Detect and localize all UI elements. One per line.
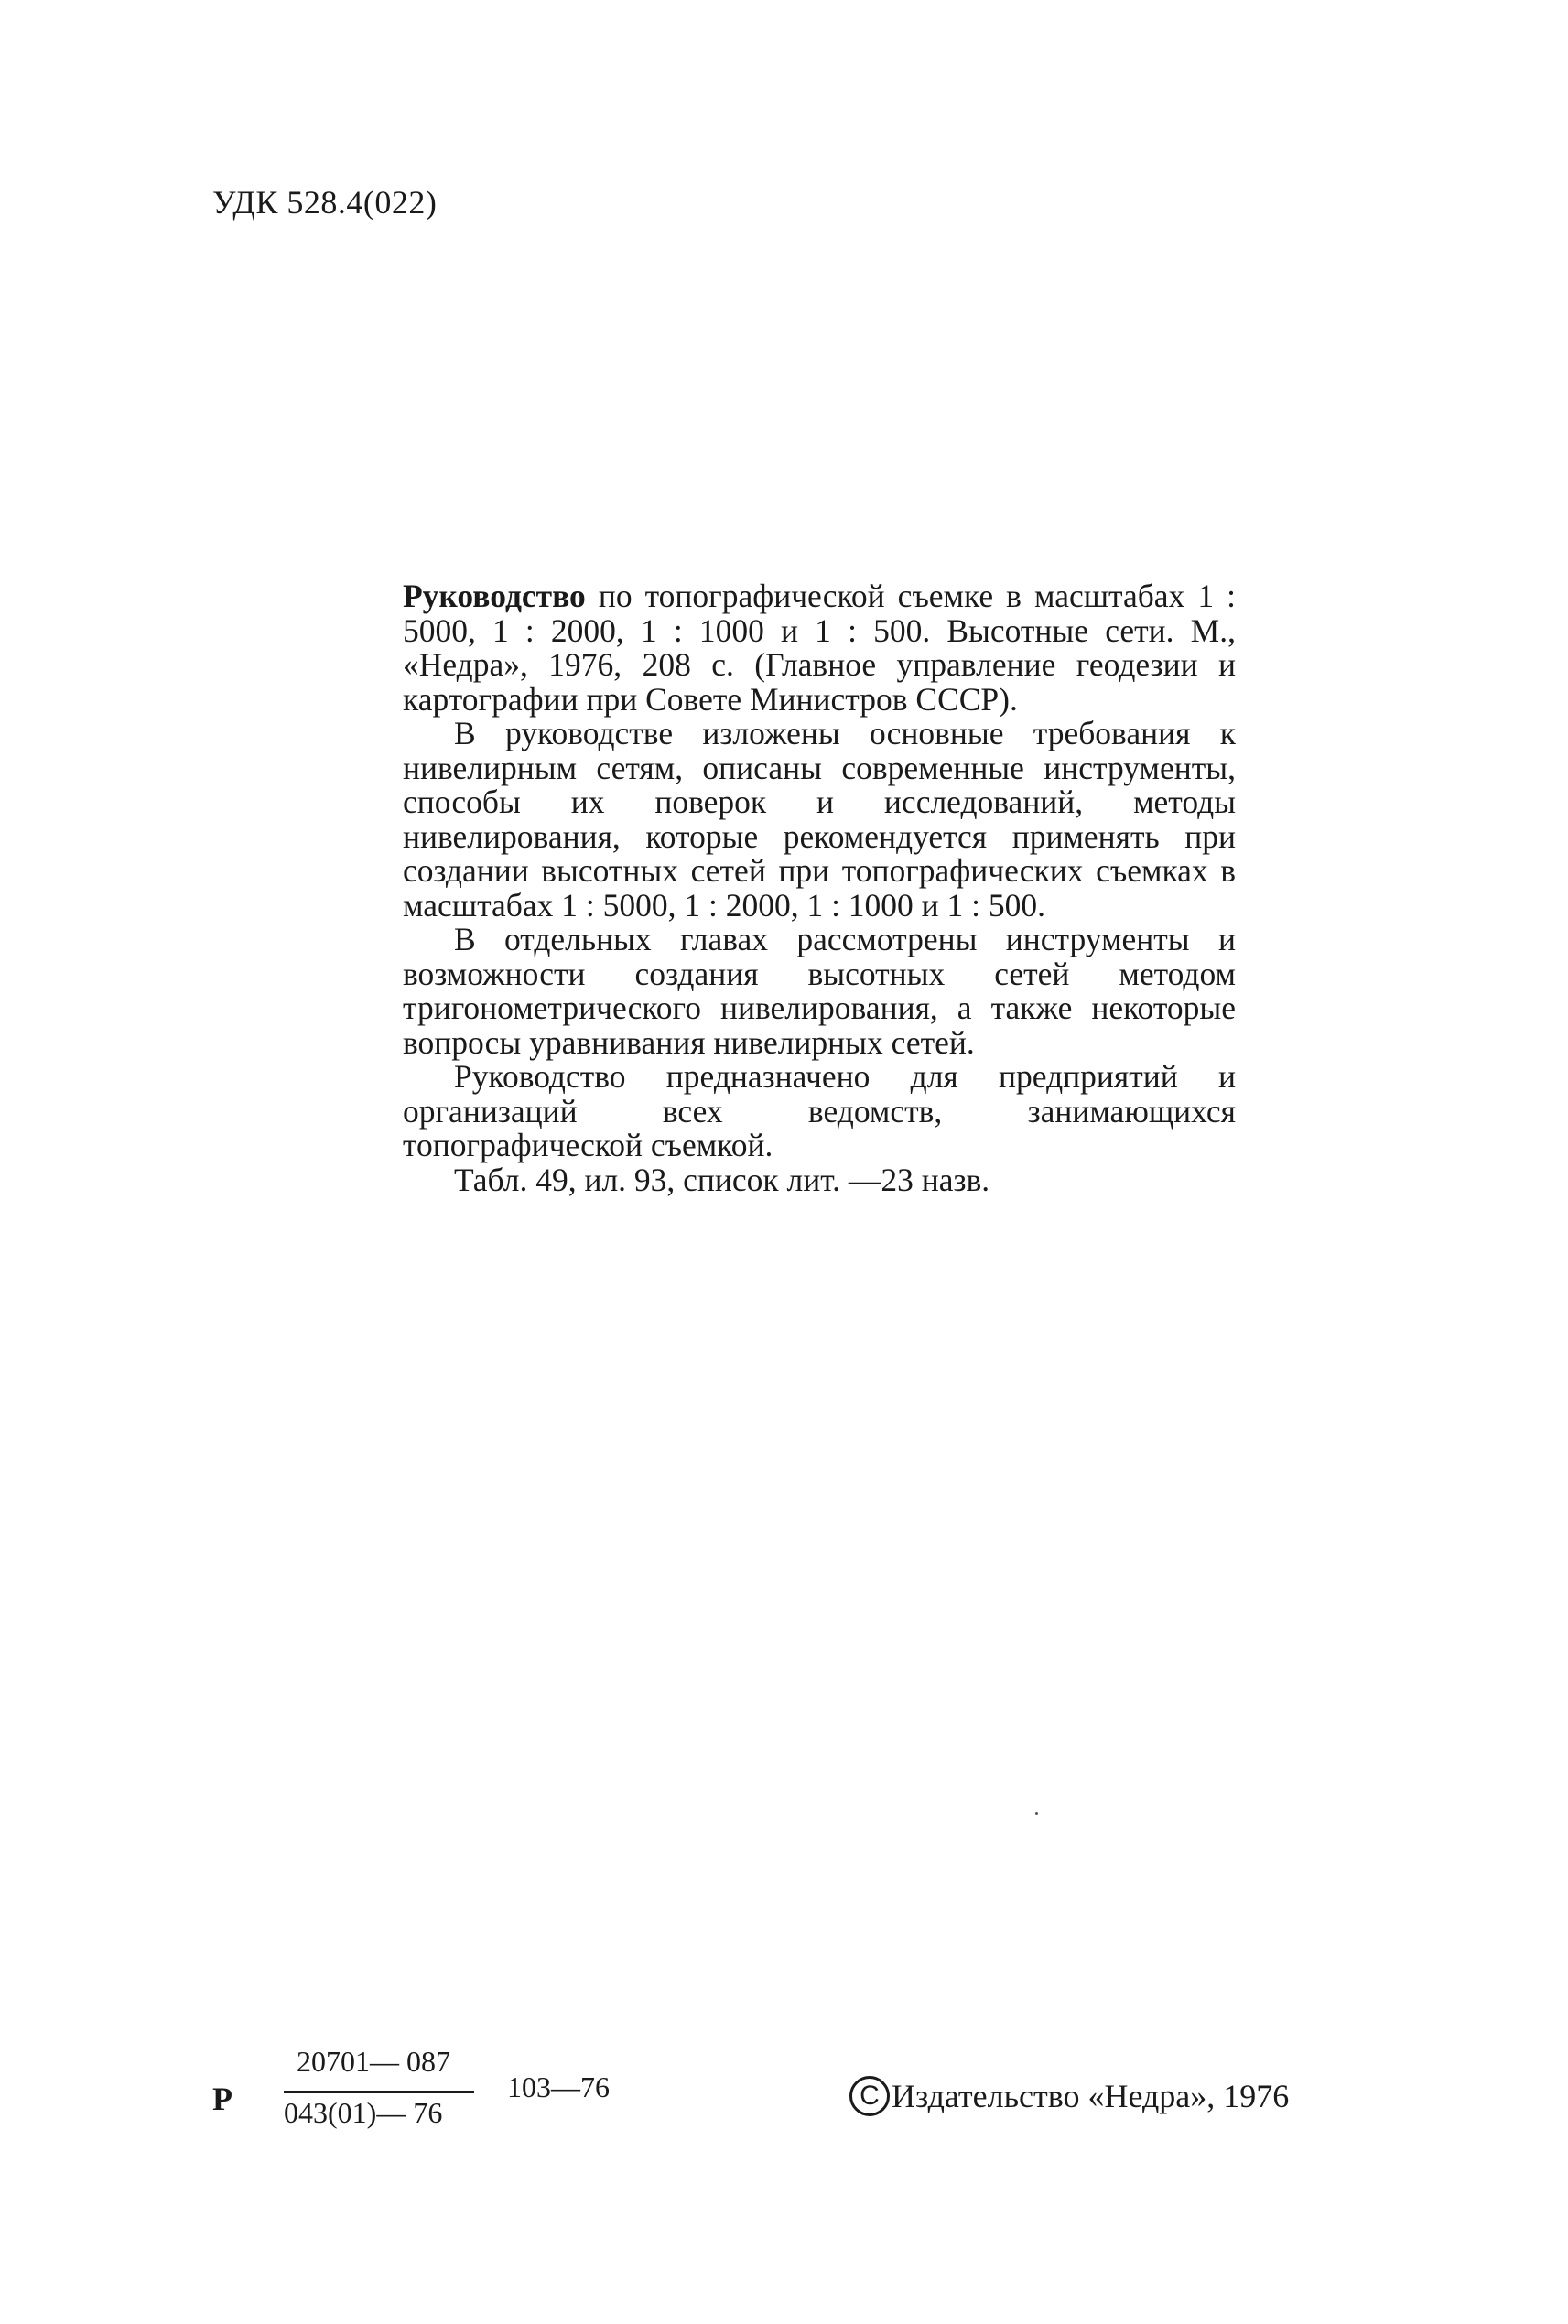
book-title: Руководство (403, 578, 586, 614)
fraction-bar (284, 2091, 474, 2093)
catalog-fraction (256, 2034, 668, 2144)
abstract-block (403, 579, 1236, 1197)
copyright-icon: C (849, 2076, 890, 2116)
abstract-paragraph-contents: В руководстве изложены основные требования к нивелирным сетям, описаны современные инструменты, способы их поверок и исследований, методы нивелирования, которые рекомендуется применять при создании высотных сетей при топографических съемках в масштабах 1 : 5000, 1 : 2000, 1 : 1000 и 1 : 500. (403, 715, 1236, 924)
abstract-paragraph-stats: Табл. 49, ил. 93, список лит. —23 назв. (454, 1161, 990, 1198)
catalog-letter: Р (212, 2081, 232, 2117)
abstract-paragraph-audience: Руководство предназначено для предприятий и организаций всех ведомств, занимающихся топографической съемкой. (403, 1058, 1236, 1163)
publisher-text: Издательство «Недра», 1976 (892, 2078, 1290, 2114)
bibliographic-details: по топографической съемке в масштабах 1 : 5000, 1 : 2000, 1 : 1000 и 1 : 500. Высотные сети. М., «Недра», 1976, 208 с. (Главное управление геодезии и картографии при Совете Министров СССР). (403, 578, 1236, 718)
abstract-bibliographic-entry (403, 579, 1236, 717)
catalog-suffix: 103—76 (507, 2070, 610, 2103)
udk-code: УДК 528.4(022) (212, 184, 438, 221)
copyright-line (849, 2076, 1289, 2116)
print-speck (1035, 1812, 1038, 1815)
catalog-numerator: 20701— 087 (297, 2045, 450, 2078)
abstract-paragraph-chapters: В отдельных главах рассмотрены инструменты и возможности создания высотных сетей методом тригонометрического нивелирования, а также некоторые вопросы уравнивания нивелирных сетей. (403, 921, 1236, 1061)
catalog-index (212, 2034, 610, 2144)
catalog-denominator: 043(01)— 76 (284, 2096, 443, 2129)
